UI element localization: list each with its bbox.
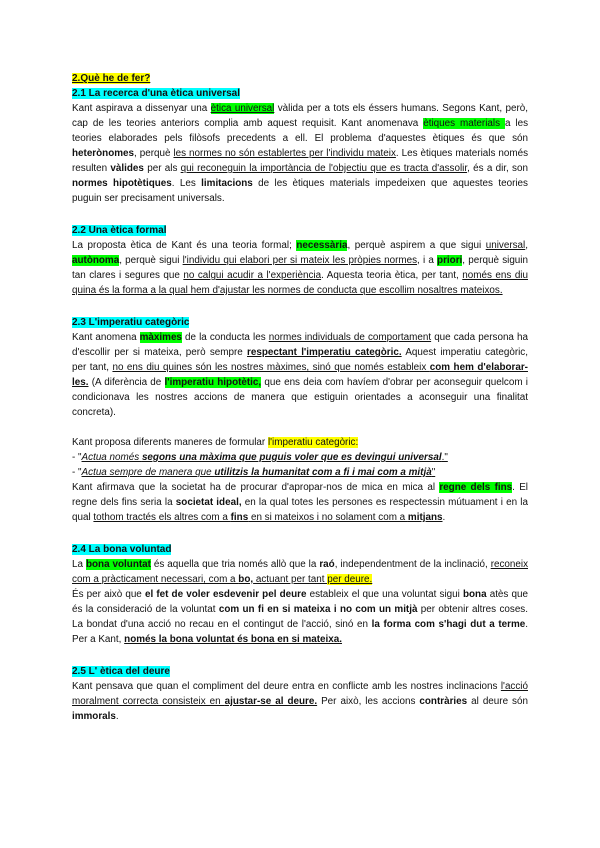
section-2-1-paragraph: Kant aspirava a dissenyar una ètica universal vàlida per a tots els éssers humans. Segons Kant, però, cap de les teories anteriors complia amb aquest requisit. Kant anomenava ètiques materials a les teories elaborades pels filòsofs precedents a ell. El problema d'aquestes ètiques és que són heterònomes, perquè les normes no són establertes per l'individu mateix. Les ètiques materials només resulten vàlides per als qui reconeguin la importància de l'objectiu que es tracta d'assolir, és a dir, son normes hipotètiques. Les limitacions de les ètiques materials impedeixen que aquestes teories puguin ser precisament universals. (72, 103, 529, 204)
document-body (72, 71, 528, 724)
section-2-4-paragraph: La bona voluntat és aquella que tria només allò que la raó, independentment de la inclinació, reconeix com a pràcticament necessari, com a bo, actuant per tant per deure. És per això que el fet de voler esdevenir pel deure estableix el que una voluntat sigui bona atès que és la consideració de la voluntat com un fi en si mateixa i no com un mitjà per obtenir altres coses. La bondat d'una acció no recau en el contingut de l'acció, sinó en la forma com s'hagi dut a terme. Per a Kant, només la bona voluntat és bona en si mateixa. (72, 559, 529, 645)
section-heading-2-4: 2.4 La bona voluntad (72, 544, 172, 555)
section-2-3-paragraph-3: Kant afirmava que la societat ha de procurar d'apropar-nos de mica en mica al regne dels fins. El regne dels fins seria la societat ideal, en la qual totes les persones es respectessin mútuament i en la qual tothom tractés els altres com a fins en si mateixos i no solament com a mitjans. (72, 482, 528, 523)
section-heading-2-5: 2.5 L' ètica del deure (72, 666, 170, 677)
formulation-1: - "Actua només segons una màxima que puguis voler que es devingui universal." (72, 452, 448, 463)
section-2-5-paragraph: Kant pensava que quan el compliment del deure entra en conflicte amb les nostres inclinacions l'acció moralment correcta consisteix en ajustar-se al deure. Per això, les accions contràries al deure són immorals. (72, 681, 528, 722)
section-heading-2-2: 2.2 Una ètica formal (72, 225, 167, 236)
page-title: 2.Què he de fer? (72, 73, 151, 84)
section-2-3-paragraph-1: Kant anomena màximes de la conducta les normes individuals de comportament que cada persona ha d'escollir per si mateixa, però sempre respectant l'imperatiu categòric. Aquest imperatiu categòric, per tant, no ens diu quines són les nostres màximes, sinó que només estableix com hem d'elaborar-les. (A diferència de l'imperatiu hipotètic, que ens deia com havíem d'obrar per aconseguir quelcom i condicionava les nostres accions de manera que estiguin orientades a aconseguir una finalitat concreta). (72, 332, 529, 418)
section-2-2-paragraph: La proposta ètica de Kant és una teoria formal; necessària, perquè aspirem a que sigui universal, autònoma, perquè sigui l'individu qui elabori per si mateix les pròpies normes, i a priori, perquè siguin tan clares i segures que no calgui acudir a l'experiència. Aquesta teoria ètica, per tant, només ens diu quina és la forma a la qual hem d'ajustar les normes de conducta que escollim nosaltres mateixos. (72, 240, 528, 296)
section-2-3-paragraph-2: Kant proposa diferents maneres de formular l'imperatiu categòric: (72, 437, 359, 448)
section-heading-2-1: 2.1 La recerca d'una ètica universal (72, 88, 241, 99)
formulation-2: - "Actua sempre de manera que utilitzis la humanitat com a fi i mai com a mitjà" (72, 467, 436, 478)
section-heading-2-3: 2.3 L'imperatiu categòric (72, 317, 190, 328)
